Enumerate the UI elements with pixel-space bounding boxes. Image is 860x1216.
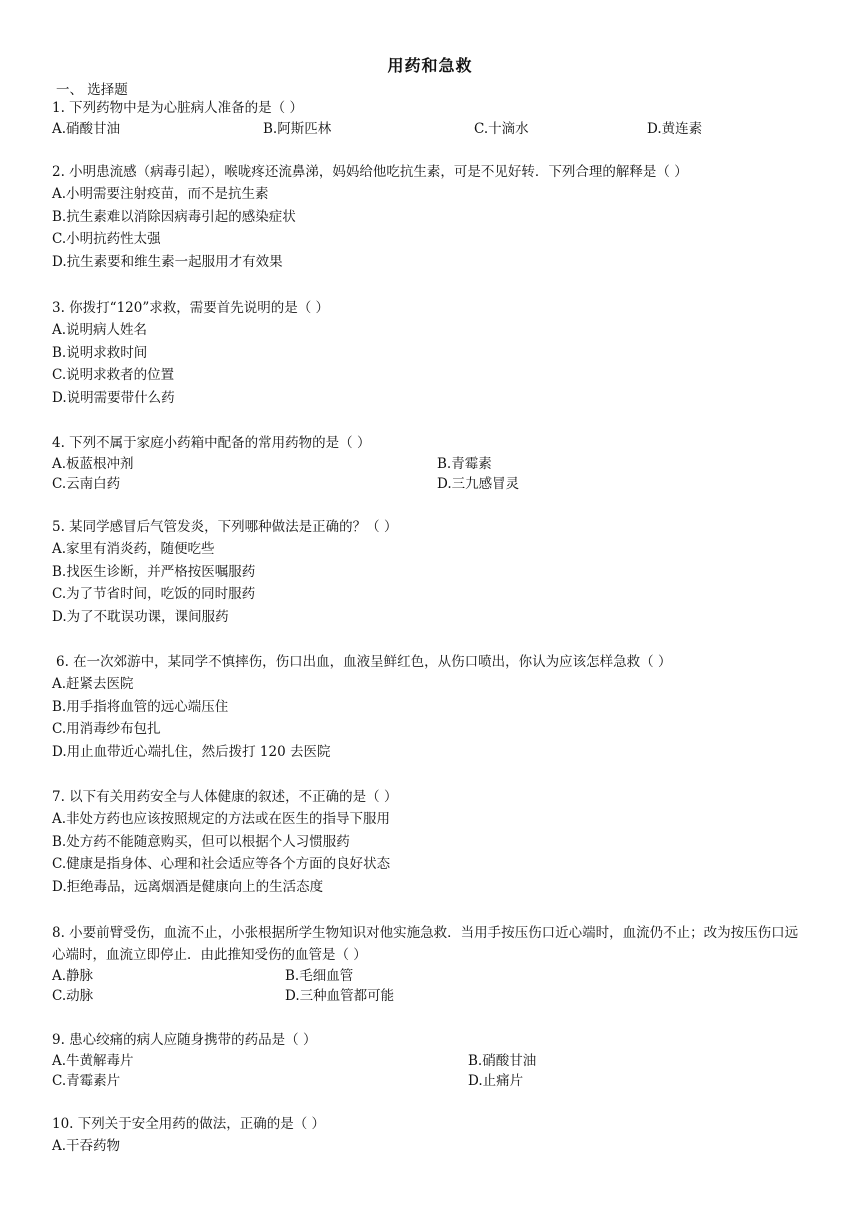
question-stem: 10. 下列关于安全用药的做法，正确的是（ ） — [52, 1116, 326, 1132]
option-c: C.为了节省时间，吃饭的同时服药 — [52, 586, 256, 602]
option-a: A.干吞药物 — [52, 1138, 121, 1154]
option-c: C.用消毒纱布包扎 — [52, 721, 161, 737]
option-a: A.家里有消炎药，随便吃些 — [52, 541, 215, 557]
option-c: C.小明抗药性太强 — [52, 231, 161, 247]
options-row — [52, 966, 804, 986]
option-a: A.静脉 — [52, 968, 94, 984]
question-stem: 1. 下列药物中是为心脏病人准备的是（ ） — [52, 100, 303, 116]
option-d: D.三九感冒灵 — [437, 476, 520, 492]
option-c: C.十滴水 — [474, 121, 529, 137]
question-3 — [52, 297, 812, 409]
options-row — [52, 119, 812, 139]
option-c: C.健康是指身体、心理和社会适应等各个方面的良好状态 — [52, 856, 391, 872]
option-d: D.黄连素 — [647, 121, 703, 137]
option-d: D.止痛片 — [468, 1073, 524, 1089]
option-b: B.处方药不能随意购买，但可以根据个人习惯服药 — [52, 833, 350, 850]
options-row — [52, 986, 804, 1006]
option-c: C.说明求救者的位置 — [52, 367, 175, 383]
option-d: D.拒绝毒品，远离烟酒是健康向上的生活态度 — [52, 878, 324, 895]
question-8 — [52, 922, 804, 1006]
option-d: D.三种血管都可能 — [285, 988, 395, 1004]
question-9 — [52, 1029, 812, 1091]
question-6 — [52, 651, 812, 763]
question-5 — [52, 516, 812, 628]
question-2 — [52, 161, 812, 273]
option-b: B.找医生诊断，并严格按医嘱服药 — [52, 563, 256, 580]
option-a: A.硝酸甘油 — [52, 121, 121, 137]
option-a: A.非处方药也应该按照规定的方法或在医生的指导下服用 — [52, 811, 391, 827]
options-row — [52, 1051, 812, 1071]
options-row — [52, 474, 812, 494]
option-d: D.抗生素要和维生素一起服用才有效果 — [52, 253, 283, 270]
option-d: D.为了不耽误功课，课间服药 — [52, 608, 229, 625]
option-d: D.用止血带近心端扎住，然后拨打 120 去医院 — [52, 743, 331, 760]
option-b: B.抗生素难以消除因病毒引起的感染症状 — [52, 208, 296, 225]
option-a: A.说明病人姓名 — [52, 322, 148, 338]
option-c: C.青霉素片 — [52, 1073, 121, 1089]
question-stem: 2. 小明患流感（病毒引起），喉咙疼还流鼻涕，妈妈给他吃抗生素，可是不见好转．下列合理的解释是（ ） — [52, 164, 688, 180]
option-d: D.说明需要带什么药 — [52, 389, 175, 406]
option-a: A.板蓝根冲剂 — [52, 456, 134, 472]
question-stem: 4. 下列不属于家庭小药箱中配备的常用药物的是（ ） — [52, 435, 371, 451]
question-stem: 6. 在一次郊游中，某同学不慎摔伤，伤口出血，血液呈鲜红色，从伤口喷出，你认为应该怎样急救（ ） — [56, 654, 672, 670]
options-row — [52, 1071, 812, 1091]
option-b: B.用手指将血管的远心端压住 — [52, 698, 229, 715]
question-stem: 7. 以下有关用药安全与人体健康的叙述，不正确的是（ ） — [52, 789, 398, 805]
question-stem: 5. 某同学感冒后气管发炎，下列哪种做法是正确的？（ ） — [52, 519, 398, 535]
question-stem: 8. 小要前臂受伤，血流不止，小张根据所学生物知识对他实施急救．当用手按压伤口近心端时，血流仍不止；改为按压伤口远心端时，血流立即停止．由此推知受伤的血管是（ ） — [52, 925, 799, 963]
option-b: B.毛细血管 — [285, 968, 354, 984]
options-row — [52, 454, 812, 474]
document-title: 用药和急救 — [387, 56, 473, 75]
question-stem: 3. 你拨打“120”求救，需要首先说明的是（ ） — [52, 300, 330, 316]
option-c: C.动脉 — [52, 988, 94, 1004]
question-4 — [52, 432, 812, 494]
option-c: C.云南白药 — [52, 476, 121, 492]
option-a: A.小明需要注射疫苗，而不是抗生素 — [52, 186, 269, 202]
option-a: A.赶紧去医院 — [52, 676, 134, 692]
question-7 — [52, 786, 812, 898]
option-b: B.说明求救时间 — [52, 344, 148, 361]
option-b: B.青霉素 — [437, 456, 492, 472]
question-1 — [52, 97, 812, 139]
option-b: B.硝酸甘油 — [468, 1053, 537, 1069]
option-b: B.阿斯匹林 — [263, 121, 332, 137]
section-heading: 一、 选择题 — [56, 82, 128, 98]
question-10 — [52, 1113, 812, 1158]
option-a: A.牛黄解毒片 — [52, 1053, 134, 1069]
question-stem: 9. 患心绞痛的病人应随身携带的药品是（ ） — [52, 1032, 317, 1048]
